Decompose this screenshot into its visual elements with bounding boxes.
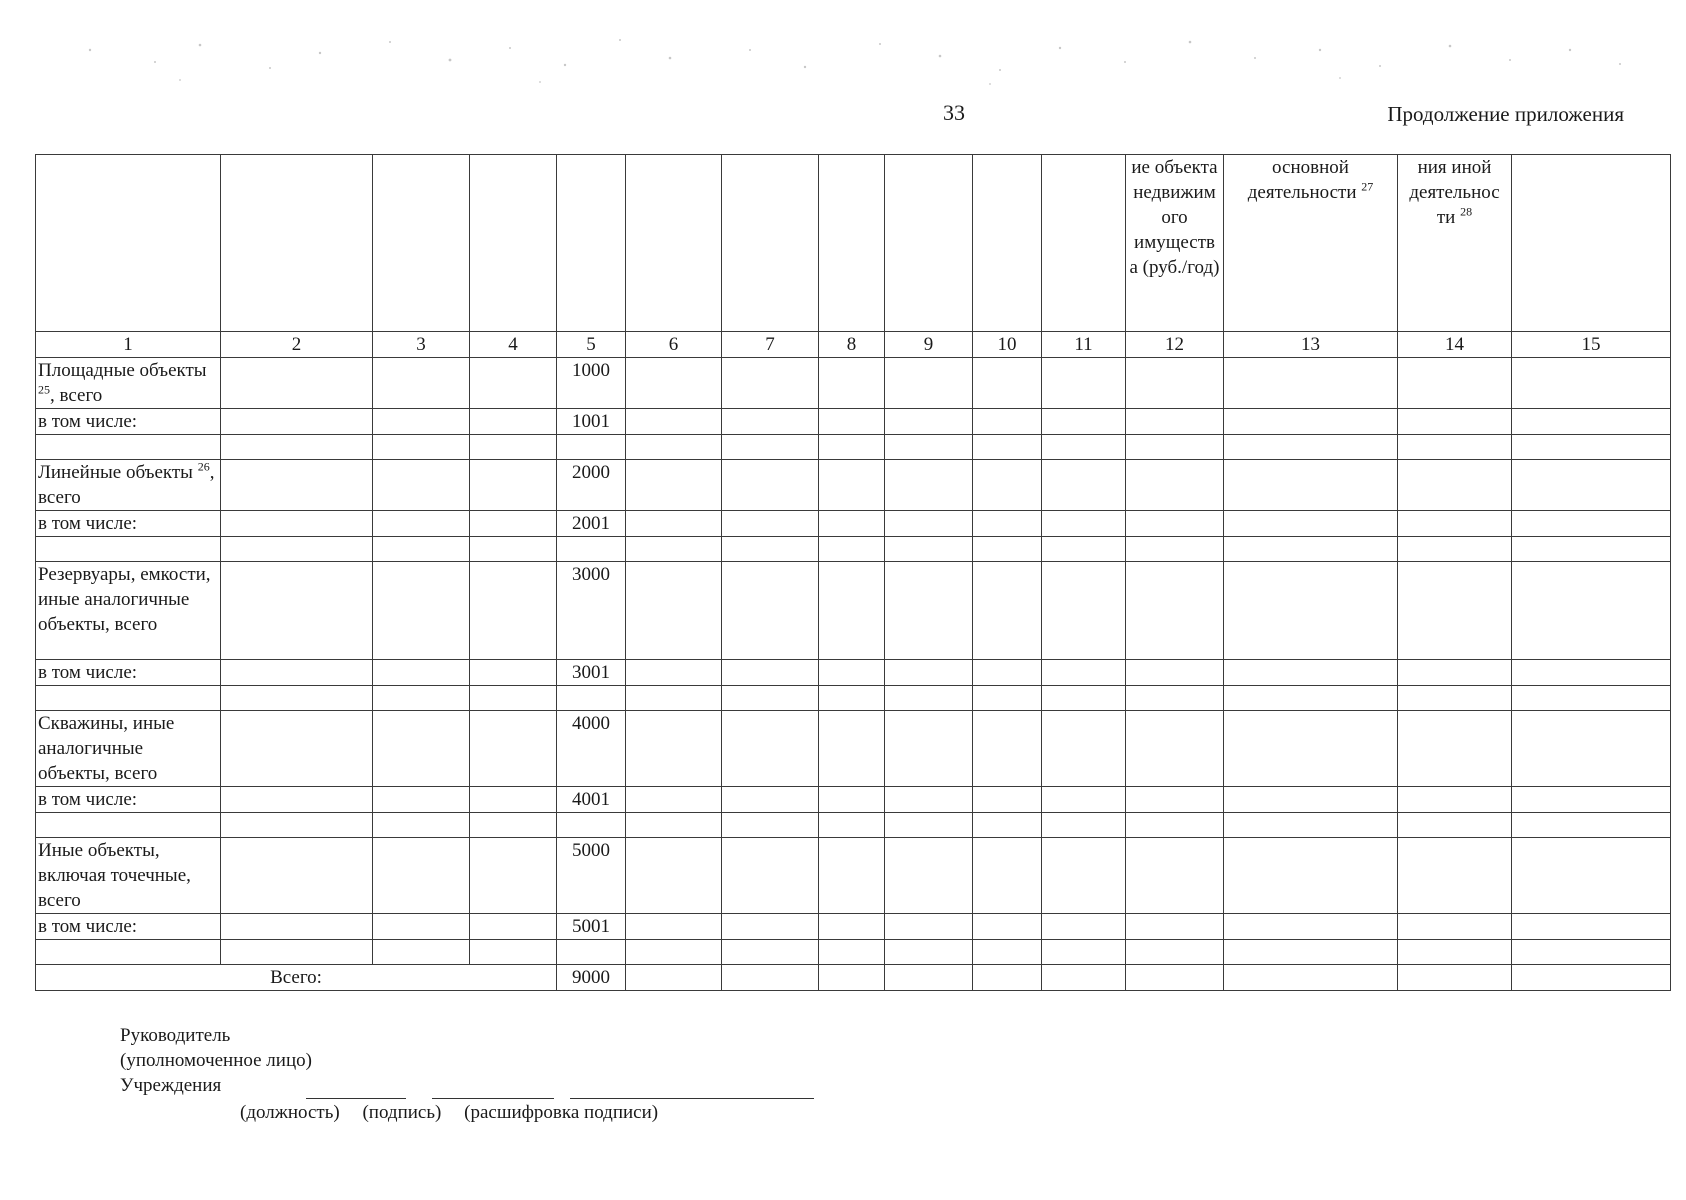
data-cell[interactable]	[626, 537, 722, 562]
row-sub-code: 5001	[557, 914, 626, 940]
data-cell[interactable]	[722, 813, 819, 838]
data-cell[interactable]	[1398, 838, 1512, 914]
table-row	[36, 460, 1671, 511]
data-cell[interactable]	[1512, 435, 1671, 460]
data-cell[interactable]	[626, 460, 722, 511]
data-cell[interactable]	[885, 914, 973, 940]
row-sub-code: 2001	[557, 511, 626, 537]
data-cell[interactable]	[221, 511, 373, 537]
data-cell[interactable]	[1398, 787, 1512, 813]
data-cell[interactable]	[722, 914, 819, 940]
data-cell[interactable]	[1126, 711, 1224, 787]
data-cell[interactable]	[885, 813, 973, 838]
data-cell[interactable]	[973, 511, 1042, 537]
data-cell[interactable]	[819, 562, 885, 660]
data-cell[interactable]	[221, 409, 373, 435]
data-cell[interactable]	[722, 965, 819, 991]
data-cell[interactable]	[1126, 787, 1224, 813]
data-cell[interactable]	[885, 940, 973, 965]
column-number: 8	[819, 332, 885, 358]
data-cell[interactable]	[373, 409, 470, 435]
data-cell[interactable]	[626, 686, 722, 711]
data-cell[interactable]	[1512, 686, 1671, 711]
data-cell[interactable]	[973, 686, 1042, 711]
data-cell[interactable]	[722, 838, 819, 914]
data-cell[interactable]	[973, 435, 1042, 460]
data-cell[interactable]	[1042, 358, 1126, 409]
row-sub-label: в том числе:	[36, 660, 221, 686]
table-row	[36, 838, 1671, 914]
data-cell[interactable]	[373, 435, 470, 460]
data-cell[interactable]	[1398, 537, 1512, 562]
header-col-14: ния иной деятельнос ти $^{28}$	[1398, 155, 1512, 332]
data-cell[interactable]	[221, 813, 373, 838]
scan-noise-decoration	[60, 20, 1660, 100]
data-cell[interactable]	[221, 460, 373, 511]
data-cell[interactable]	[36, 537, 221, 562]
data-cell[interactable]	[973, 813, 1042, 838]
data-cell[interactable]	[1042, 965, 1126, 991]
data-cell[interactable]	[819, 965, 885, 991]
data-cell[interactable]	[973, 940, 1042, 965]
caption-position: (должность)	[240, 1102, 340, 1123]
data-cell[interactable]	[722, 460, 819, 511]
table-header-row	[36, 155, 1671, 332]
table-row	[36, 562, 1671, 660]
data-cell[interactable]	[1398, 435, 1512, 460]
data-cell[interactable]	[221, 787, 373, 813]
data-cell[interactable]	[373, 914, 470, 940]
blank-row	[36, 686, 1671, 711]
data-cell[interactable]	[1512, 940, 1671, 965]
data-cell[interactable]	[1126, 358, 1224, 409]
column-number: 7	[722, 332, 819, 358]
signature-line-1: Руководитель	[120, 1025, 231, 1046]
data-cell[interactable]	[626, 562, 722, 660]
data-cell[interactable]	[470, 813, 557, 838]
data-cell[interactable]	[626, 358, 722, 409]
data-cell[interactable]	[973, 711, 1042, 787]
data-cell[interactable]	[221, 838, 373, 914]
data-cell[interactable]	[470, 460, 557, 511]
data-cell[interactable]	[1224, 435, 1398, 460]
data-cell[interactable]	[373, 537, 470, 562]
data-cell[interactable]	[1042, 813, 1126, 838]
data-cell[interactable]	[885, 965, 973, 991]
column-number: 13	[1224, 332, 1398, 358]
total-code: 9000	[557, 965, 626, 991]
row-sub-code: 1001	[557, 409, 626, 435]
data-cell[interactable]	[1398, 813, 1512, 838]
row-code: 4000	[557, 711, 626, 787]
column-number: 11	[1042, 332, 1126, 358]
data-cell[interactable]	[1224, 965, 1398, 991]
data-cell[interactable]	[1512, 409, 1671, 435]
data-cell[interactable]	[1224, 813, 1398, 838]
data-cell[interactable]	[373, 711, 470, 787]
column-number: 4	[470, 332, 557, 358]
data-cell[interactable]	[36, 813, 221, 838]
data-cell[interactable]	[1042, 940, 1126, 965]
data-cell[interactable]	[819, 660, 885, 686]
data-cell[interactable]	[470, 940, 557, 965]
data-cell[interactable]	[1512, 838, 1671, 914]
data-cell[interactable]	[1512, 358, 1671, 409]
data-cell[interactable]	[1398, 562, 1512, 660]
data-cell[interactable]	[1224, 537, 1398, 562]
data-cell[interactable]	[1224, 940, 1398, 965]
data-cell[interactable]	[1512, 914, 1671, 940]
data-cell[interactable]	[1512, 711, 1671, 787]
decoding-line[interactable]	[570, 1098, 814, 1099]
data-cell[interactable]	[973, 358, 1042, 409]
data-cell[interactable]	[221, 358, 373, 409]
data-cell[interactable]	[557, 940, 626, 965]
data-cell[interactable]	[885, 511, 973, 537]
data-cell[interactable]	[722, 562, 819, 660]
column-number: 2	[221, 332, 373, 358]
row-code: 3000	[557, 562, 626, 660]
continuation-note: Продолжение приложения	[1387, 102, 1624, 126]
data-cell[interactable]	[626, 511, 722, 537]
data-cell[interactable]	[1512, 562, 1671, 660]
data-cell[interactable]	[1042, 562, 1126, 660]
total-row	[36, 965, 1671, 991]
data-cell[interactable]	[722, 940, 819, 965]
signature-line-2: (уполномоченное лицо)	[120, 1050, 312, 1071]
data-cell[interactable]	[1224, 562, 1398, 660]
data-cell[interactable]	[722, 686, 819, 711]
data-cell[interactable]	[819, 460, 885, 511]
data-cell[interactable]	[221, 686, 373, 711]
data-cell[interactable]	[1512, 787, 1671, 813]
data-cell[interactable]	[1042, 914, 1126, 940]
data-cell[interactable]	[1042, 511, 1126, 537]
data-cell[interactable]	[973, 965, 1042, 991]
row-label: Иные объекты, включая точечные, всего	[36, 838, 221, 914]
data-cell[interactable]	[1126, 537, 1224, 562]
data-cell[interactable]	[885, 537, 973, 562]
row-label: Линейные объекты $^{26}$, всего	[36, 460, 221, 511]
row-code: 5000	[557, 838, 626, 914]
data-cell[interactable]	[221, 537, 373, 562]
data-cell[interactable]	[36, 940, 221, 965]
data-cell[interactable]	[470, 838, 557, 914]
caption-decoding: (расшифровка подписи)	[464, 1102, 659, 1123]
data-cell[interactable]	[1042, 537, 1126, 562]
signature-line[interactable]	[432, 1098, 554, 1099]
column-number: 6	[626, 332, 722, 358]
data-cell[interactable]	[470, 435, 557, 460]
data-cell[interactable]	[470, 914, 557, 940]
data-cell[interactable]	[819, 409, 885, 435]
data-cell[interactable]	[819, 914, 885, 940]
data-cell[interactable]	[1126, 813, 1224, 838]
data-cell[interactable]	[557, 435, 626, 460]
row-sub-code: 3001	[557, 660, 626, 686]
data-cell[interactable]	[973, 562, 1042, 660]
data-cell[interactable]	[819, 838, 885, 914]
data-cell[interactable]	[819, 940, 885, 965]
data-cell[interactable]	[819, 358, 885, 409]
column-number: 15	[1512, 332, 1671, 358]
data-cell[interactable]	[470, 409, 557, 435]
table-row	[36, 358, 1671, 409]
header-col-13: основной деятельности $^{27}$	[1224, 155, 1398, 332]
data-cell[interactable]	[1042, 435, 1126, 460]
header-col-12: ие объекта недвижим ого имуществ а (руб./год)	[1126, 155, 1224, 332]
data-cell[interactable]	[1398, 511, 1512, 537]
row-label: Площадные объекты $^{25}$, всего	[36, 358, 221, 409]
data-cell[interactable]	[221, 914, 373, 940]
data-cell[interactable]	[221, 562, 373, 660]
data-cell[interactable]	[973, 787, 1042, 813]
data-cell[interactable]	[1224, 711, 1398, 787]
signature-block	[120, 1023, 312, 1098]
data-cell[interactable]	[626, 914, 722, 940]
data-cell[interactable]	[1224, 686, 1398, 711]
data-cell[interactable]	[1042, 711, 1126, 787]
table-row	[36, 787, 1671, 813]
table-row	[36, 660, 1671, 686]
data-cell[interactable]	[373, 511, 470, 537]
data-cell[interactable]	[885, 562, 973, 660]
data-cell[interactable]	[1398, 660, 1512, 686]
data-cell[interactable]	[1224, 358, 1398, 409]
data-cell[interactable]	[1042, 409, 1126, 435]
total-label: Всего:	[36, 965, 557, 991]
data-cell[interactable]	[885, 660, 973, 686]
data-cell[interactable]	[819, 813, 885, 838]
row-sub-label: в том числе:	[36, 914, 221, 940]
column-number: 3	[373, 332, 470, 358]
data-cell[interactable]	[373, 358, 470, 409]
data-cell[interactable]	[885, 711, 973, 787]
data-cell[interactable]	[973, 838, 1042, 914]
data-cell[interactable]	[373, 838, 470, 914]
data-cell[interactable]	[1224, 511, 1398, 537]
data-cell[interactable]	[373, 660, 470, 686]
data-cell[interactable]	[221, 435, 373, 460]
data-cell[interactable]	[1042, 460, 1126, 511]
data-cell[interactable]	[373, 787, 470, 813]
caption-signature: (подпись)	[362, 1102, 442, 1123]
column-number: 9	[885, 332, 973, 358]
data-cell[interactable]	[973, 460, 1042, 511]
data-cell[interactable]	[1512, 660, 1671, 686]
data-cell[interactable]	[973, 537, 1042, 562]
data-cell[interactable]	[1398, 965, 1512, 991]
row-sub-code: 4001	[557, 787, 626, 813]
column-number: 12	[1126, 332, 1224, 358]
blank-row	[36, 537, 1671, 562]
data-cell[interactable]	[973, 914, 1042, 940]
data-cell[interactable]	[470, 660, 557, 686]
row-label: Резервуары, емкости, иные аналогичные объекты, всего	[36, 562, 221, 660]
data-cell[interactable]	[1224, 914, 1398, 940]
data-cell[interactable]	[221, 711, 373, 787]
signature-line-3: Учреждения	[120, 1075, 222, 1096]
data-cell[interactable]	[373, 460, 470, 511]
data-cell[interactable]	[626, 940, 722, 965]
row-sub-label: в том числе:	[36, 511, 221, 537]
data-cell[interactable]	[1126, 914, 1224, 940]
data-cell[interactable]	[1126, 965, 1224, 991]
data-cell[interactable]	[1512, 511, 1671, 537]
data-cell[interactable]	[626, 711, 722, 787]
data-cell[interactable]	[1042, 686, 1126, 711]
data-cell[interactable]	[1126, 940, 1224, 965]
data-cell[interactable]	[470, 358, 557, 409]
data-cell[interactable]	[470, 787, 557, 813]
data-cell[interactable]	[1398, 914, 1512, 940]
data-cell[interactable]	[973, 660, 1042, 686]
data-cell[interactable]	[819, 787, 885, 813]
data-cell[interactable]	[1224, 838, 1398, 914]
table-row	[36, 914, 1671, 940]
data-cell[interactable]	[722, 435, 819, 460]
data-cell[interactable]	[470, 711, 557, 787]
signature-captions	[240, 1102, 676, 1124]
data-cell[interactable]	[722, 660, 819, 686]
row-label: Скважины, иные аналогичные объекты, всего	[36, 711, 221, 787]
column-number: 10	[973, 332, 1042, 358]
data-cell[interactable]	[885, 409, 973, 435]
data-cell[interactable]	[819, 435, 885, 460]
column-number: 1	[36, 332, 221, 358]
data-cell[interactable]	[36, 686, 221, 711]
data-cell[interactable]	[1224, 660, 1398, 686]
row-sub-label: в том числе:	[36, 409, 221, 435]
blank-row	[36, 940, 1671, 965]
data-cell[interactable]	[1126, 460, 1224, 511]
data-cell[interactable]	[885, 358, 973, 409]
data-cell[interactable]	[557, 813, 626, 838]
blank-row	[36, 435, 1671, 460]
data-cell[interactable]	[885, 686, 973, 711]
data-cell[interactable]	[1042, 787, 1126, 813]
data-cell[interactable]	[1224, 787, 1398, 813]
data-cell[interactable]	[1224, 460, 1398, 511]
data-cell[interactable]	[1126, 686, 1224, 711]
data-cell[interactable]	[722, 358, 819, 409]
data-cell[interactable]	[1512, 460, 1671, 511]
data-cell[interactable]	[470, 511, 557, 537]
data-cell[interactable]	[722, 409, 819, 435]
data-cell[interactable]	[819, 686, 885, 711]
table-row	[36, 711, 1671, 787]
data-cell[interactable]	[470, 537, 557, 562]
data-cell[interactable]	[470, 562, 557, 660]
data-cell[interactable]	[722, 511, 819, 537]
data-cell[interactable]	[1042, 838, 1126, 914]
data-cell[interactable]	[626, 838, 722, 914]
data-cell[interactable]	[626, 787, 722, 813]
row-code: 1000	[557, 358, 626, 409]
table-row	[36, 409, 1671, 435]
data-cell[interactable]	[1512, 965, 1671, 991]
data-cell[interactable]	[626, 409, 722, 435]
data-cell[interactable]	[722, 787, 819, 813]
data-cell[interactable]	[1126, 562, 1224, 660]
data-cell[interactable]	[973, 409, 1042, 435]
data-cell[interactable]	[36, 435, 221, 460]
data-cell[interactable]	[373, 562, 470, 660]
data-cell[interactable]	[885, 435, 973, 460]
column-numbers-row	[36, 332, 1671, 358]
data-cell[interactable]	[221, 940, 373, 965]
data-cell[interactable]	[1398, 358, 1512, 409]
data-cell[interactable]	[1398, 711, 1512, 787]
data-cell[interactable]	[373, 686, 470, 711]
data-cell[interactable]	[1126, 409, 1224, 435]
page-number: 33	[943, 100, 965, 125]
data-cell[interactable]	[885, 838, 973, 914]
data-cell[interactable]	[626, 435, 722, 460]
data-cell[interactable]	[722, 537, 819, 562]
data-cell[interactable]	[885, 460, 973, 511]
data-cell[interactable]	[626, 660, 722, 686]
data-cell[interactable]	[373, 813, 470, 838]
data-cell[interactable]	[470, 686, 557, 711]
data-cell[interactable]	[1126, 838, 1224, 914]
data-cell[interactable]	[819, 537, 885, 562]
data-cell[interactable]	[885, 787, 973, 813]
report-table	[35, 154, 1671, 991]
data-cell[interactable]	[819, 511, 885, 537]
column-number: 14	[1398, 332, 1512, 358]
data-cell[interactable]	[626, 813, 722, 838]
column-number: 5	[557, 332, 626, 358]
data-cell[interactable]	[1398, 409, 1512, 435]
data-cell[interactable]	[1512, 537, 1671, 562]
data-cell[interactable]	[1126, 660, 1224, 686]
data-cell[interactable]	[1042, 660, 1126, 686]
data-cell[interactable]	[1224, 409, 1398, 435]
data-cell[interactable]	[1126, 435, 1224, 460]
blank-row	[36, 813, 1671, 838]
data-cell[interactable]	[722, 711, 819, 787]
row-code: 2000	[557, 460, 626, 511]
data-cell[interactable]	[1512, 813, 1671, 838]
data-cell[interactable]	[1398, 940, 1512, 965]
table-row	[36, 511, 1671, 537]
position-line[interactable]	[306, 1098, 406, 1099]
data-cell[interactable]	[557, 686, 626, 711]
data-cell[interactable]	[221, 660, 373, 686]
data-cell[interactable]	[1126, 511, 1224, 537]
data-cell[interactable]	[626, 965, 722, 991]
data-cell[interactable]	[1398, 460, 1512, 511]
row-sub-label: в том числе:	[36, 787, 221, 813]
data-cell[interactable]	[819, 711, 885, 787]
data-cell[interactable]	[557, 537, 626, 562]
data-cell[interactable]	[1398, 686, 1512, 711]
data-cell[interactable]	[373, 940, 470, 965]
